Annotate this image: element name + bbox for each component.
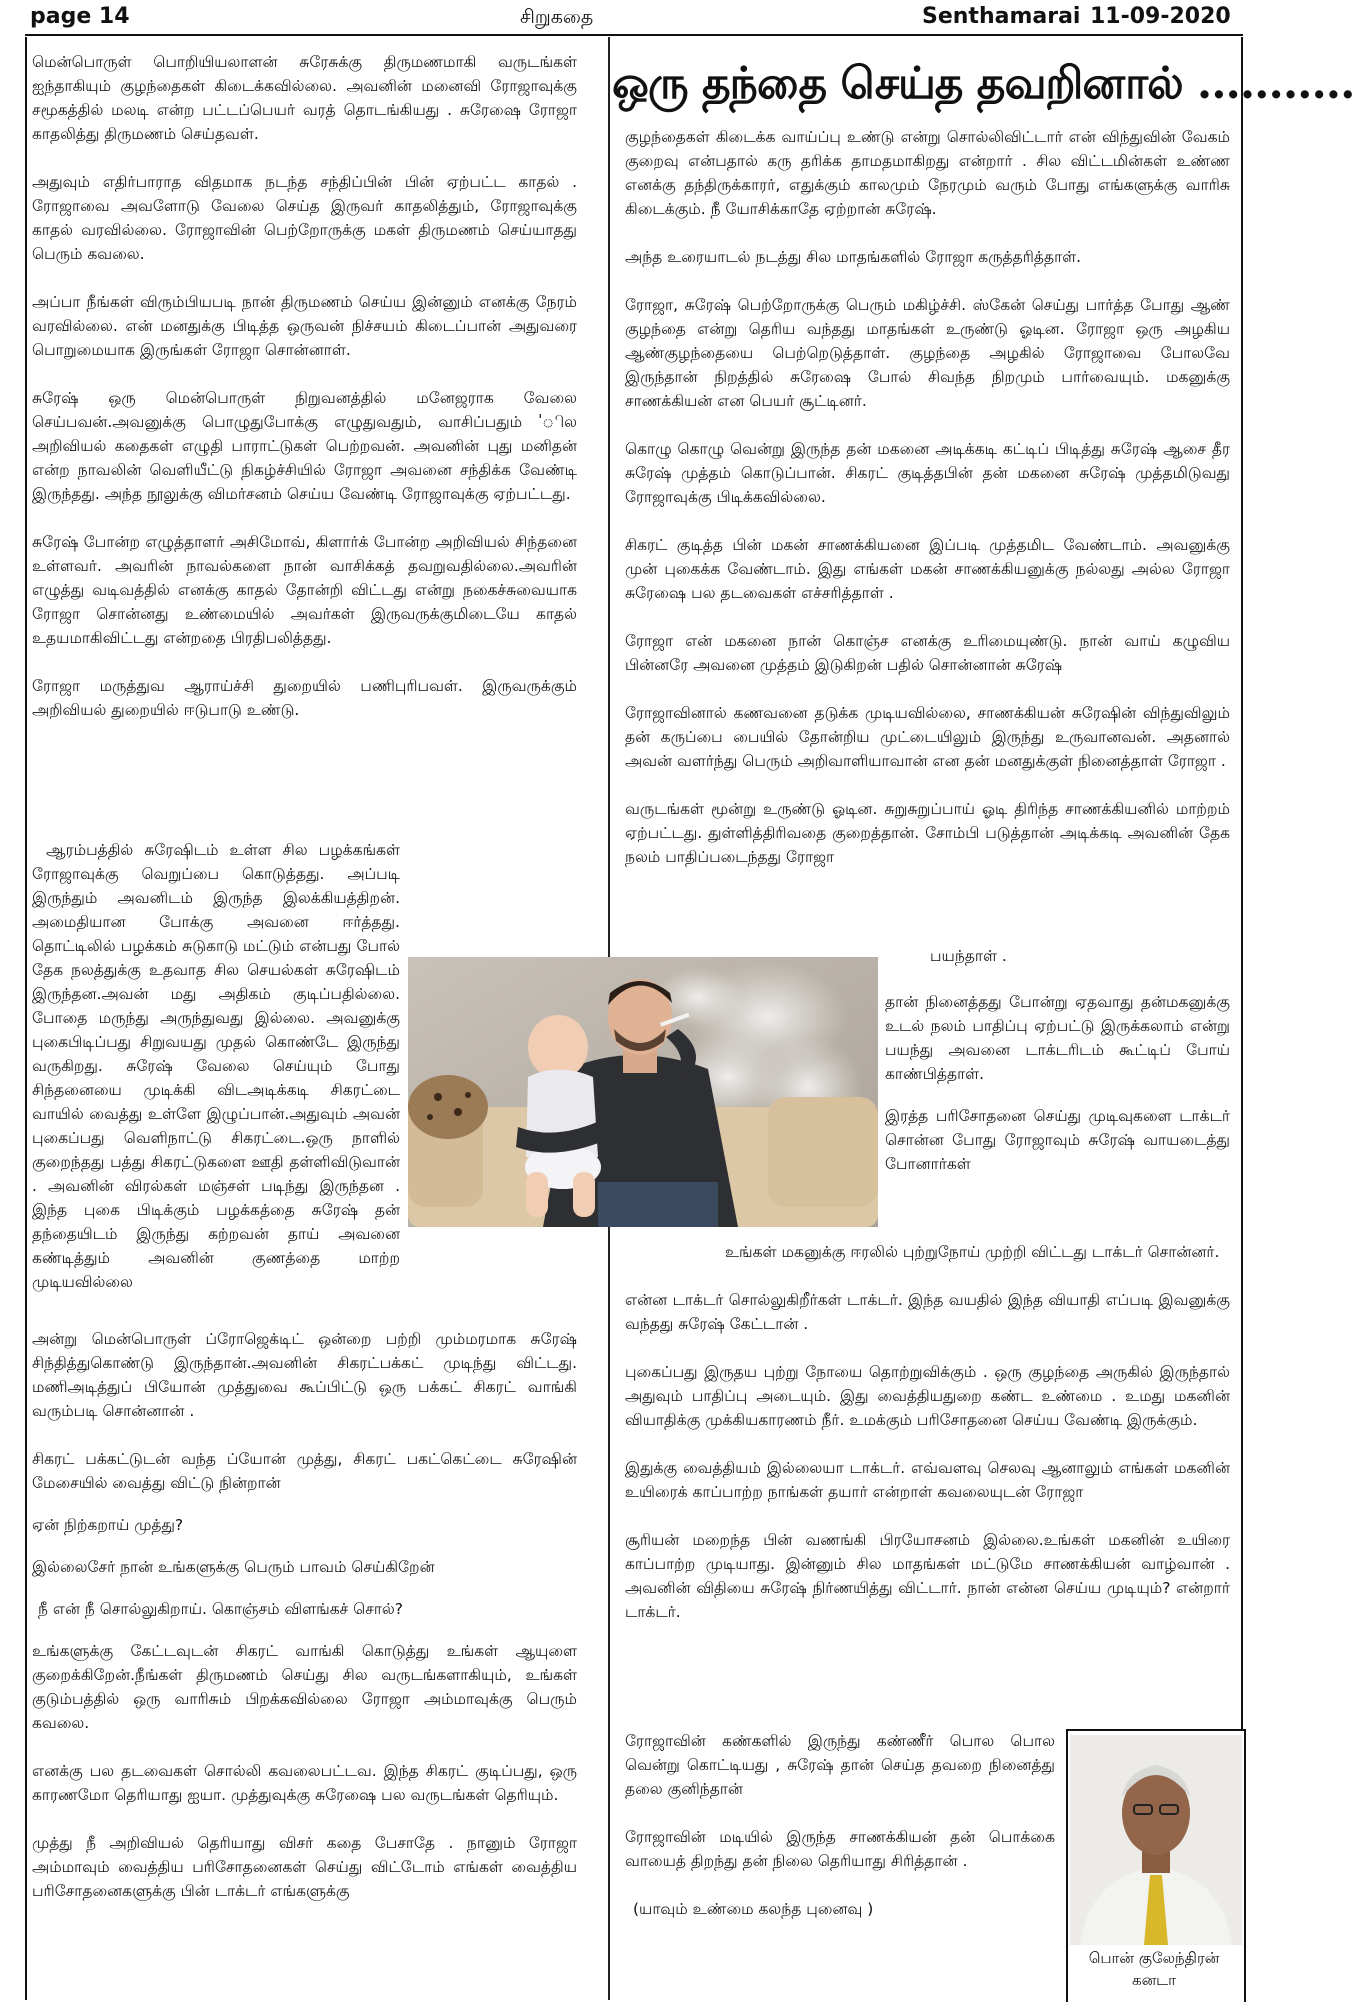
- paragraph: சூரியன் மறைந்த பின் வணங்கி பிரயோசனம் இல்லை.உங்கள் மகனின் உயிரை காப்பாற்ற முடியாது. இன்னும் சில மாதங்கள் மட்டுமே சாணக்கியன் வாழ்வான் . அவனின் விதியை சுரேஷ் நிர்ணயித்து விட்டார். நான் என்ன செய்ய முடியும்? என்றார் டாக்டர்.: [625, 1531, 1230, 1621]
- paragraph: மென்பொருள் பொறியியலாளன் சுரேசுக்கு திருமணமாகி வருடங்கள் ஐந்தாகியும் குழந்தைகள் கிடைக்கவில்லை. அவனின் மனைவி ரோஜாவுக்கு சமூகத்தில் மலடி என்ற பட்டப்பெயர் வரத் தொடங்கியது . சுரேஷை ரோஜா காதலித்து திருமணம் செய்தவள்.: [32, 53, 577, 143]
- paragraph: கொழு கொழு வென்று இருந்த தன் மகனை அடிக்கடி கட்டிப் பிடித்து சுரேஷ் ஆசை தீர சுரேஷ் முத்தம் கொடுப்பான். சிகரட் குடித்தபின் தன் மகனை சுரேஷ் முத்தமிடுவது ரோஜாவுக்கு பிடிக்கவில்லை.: [625, 440, 1230, 506]
- paragraph: இதுக்கு வைத்தியம் இல்லையா டாக்டர். எவ்வளவு செலவு ஆனாலும் எங்கள் மகனின் உயிரைக் காப்பாற்ற நாங்கள் தயார் என்றாள் கவலையுடன் ரோஜா: [625, 1459, 1230, 1501]
- left-column-bottom: [32, 1327, 577, 1927]
- author-credit: [1066, 1947, 1242, 1991]
- left-column-top: [32, 50, 577, 746]
- paragraph: அதுவும் எதிர்பாராத விதமாக நடந்த சந்திப்பின் பின் ஏற்பட்ட காதல் . ரோஜாவை அவளோடு வேலை செய்த இருவர் காதலித்தும், ரோஜாவுக்கு காதல் வரவில்லை. ரோஜாவின் பெற்றோருக்கு மகள் திருமணம் செய்யாதது பெரும் கவலை.: [32, 173, 577, 263]
- paragraph: உங்கள் மகனுக்கு ஈரலில் புற்றுநோய் முற்றி விட்டது டாக்டர் சொன்னர்.: [725, 1243, 1220, 1261]
- paragraph: ரோஜாவினால் கணவனை தடுக்க முடியவில்லை, சாணக்கியன் சுரேஷின் விந்துவிலும் தன் கருப்பை பையில் தோன்றிய முட்டையிலும் இருந்து உருவானவன். அதனால் அவன் வளர்ந்து பெரும் அறிவாளியாவான் என தன் மனதுக்குள் நினைத்தாள் ரோஜா .: [625, 704, 1230, 770]
- paragraph: தான் நினைத்தது போன்று ஏதவாது தன்மகனுக்கு உடல் நலம் பாதிப்பு ஏற்பட்டு இருக்கலாம் என்று பயந்து அவனை டாக்டரிடம் கூட்டிப் போய் காண்பித்தாள்.: [885, 993, 1230, 1083]
- paragraph: இரத்த பரிசோதனை செய்து முடிவுகளை டாக்டர் சொன்ன போது ரோஜாவும் சுரேஷ் வாயடைத்து போனார்கள்: [885, 1107, 1230, 1173]
- right-column-top: [625, 125, 1230, 869]
- frame-left: [25, 37, 27, 2000]
- paragraph: புகைப்பது இருதய புற்று நோயை தொற்றுவிக்கும் . ஒரு குழந்தை அருகில் இருந்தால் அதுவும் பாதிப்பு அடையும். இது வைத்தியதுறை கண்ட உண்மை . உமது மகனின் வியாதிக்கு முக்கியகாரணம் நீர். உமக்கும் பரிசோதனை செய்ய வேண்டி இருக்கும்.: [625, 1363, 1230, 1429]
- paragraph: ரோஜாவின் மடியில் இருந்த சாணக்கியன் தன் பொக்கை வாயைத் திறந்து தன் நிலை தெரியாது சிரித்தான் .: [625, 1828, 1055, 1870]
- paragraph: அப்பா நீங்கள் விரும்பியபடி நான் திருமணம் செய்ய இன்னும் எனக்கு நேரம் வரவில்லை. என் மனதுக்கு பிடித்த ஒருவன் நிச்சயம் கிடைப்பான் அதுவரை பொறுமையாக இருங்கள் ரோஜா சொன்னாள்.: [32, 293, 577, 359]
- paragraph: சிகரட் குடித்த பின் மகன் சாணக்கியனை இப்படி முத்தமிட வேண்டாம். அவனுக்கு முன் புகைக்க வேண்டாம். இது எங்கள் மகன் சாணக்கியனுக்கு நல்லது அல்ல ரோஜா சுரேஷை பல தடவைகள் எச்சரித்தாள் .: [625, 536, 1230, 602]
- dialogue-line: ஏன் நிற்கறாய் முத்து?: [32, 1516, 184, 1534]
- paragraph: ரோஜாவின் கண்களில் இருந்து கண்ணீர் பொல பொல வென்று கொட்டியது , சுரேஷ் தான் செய்த தவறை நினைத்து தலை குனிந்தான்: [625, 1732, 1055, 1798]
- paragraph: ஆரம்பத்தில் சுரேஷிடம் உள்ள சில பழக்கங்கள் ரோஜாவுக்கு வெறுப்பை கொடுத்தது. அப்படி இருந்தும் அவனிடம் இருந்த இலக்கியத்திறன். அமைதியான போக்கு அவனை ஈர்த்தது. தொட்டிலில் பழக்கம் சுடுகாடு மட்டும் என்பது போல் தேக நலத்துக்கு உதவாத சில செயல்கள் சுரேஷிடம் இருந்தன.அவன் மது அதிகம் குடிப்பதில்லை. போதை மருந்து அருந்துவது இல்லை. அவனுக்கு புகைபிடிப்பது சிறுவயது முதல் கொண்டே இருந்து வருகிறது. சுரேஷ் வேலை செய்யும் போது சிந்தனையை முடிக்கி விடஅடிக்கடி சிகரட்டை வாயில் வைத்து உள்ளே இழுப்பான்.அதுவும் அவன் புகைப்பது வெளிநாட்டு சிகரட்டை.ஒரு நாளில் குறைந்தது பத்து சிகரட்டுகளை ஊதி தள்ளிவிடுவான் . அவனின் விரல்கள் மஞ்சள் படிந்து இருந்தன . இந்த புகை பிடிக்கும் பழக்கத்தை சுரேஷ் தன் தந்தையிடம் இருந்து கற்றவன் தாய் அவனை கண்டித்தும் அவனின் குணத்தை மாற்ற முடியவில்லை: [32, 841, 400, 1291]
- paragraph: ரோஜா மருத்துவ ஆராய்ச்சி துறையில் பணிபுரிபவள். இருவருக்கும் அறிவியல் துறையில் ஈடுபாடு உண்டு.: [32, 677, 577, 719]
- author-name: பொன் குலேந்திரன்: [1088, 1949, 1220, 1967]
- author-portrait: [1070, 1735, 1242, 1945]
- paragraph: அன்று மென்பொருள் ப்ரோஜெக்டிட் ஒன்றை பற்றி மும்மரமாக சுரேஷ் சிந்தித்துகொண்டு இருந்தான்.அவனின் சிகரட்பக்கட் முடிந்து விட்டது. மணிஅடித்துப் பியோன் முத்துவை கூப்பிட்டு ஒரு பக்கட் சிகரட் வாங்கி வரும்படி சொன்னான் .: [32, 1330, 577, 1420]
- paragraph: வருடங்கள் மூன்று உருண்டு ஓடின. சுறுசுறுப்பாய் ஓடி திரிந்த சாணக்கியனில் மாற்றம் ஏற்பட்டது. துள்ளித்திரிவதை குறைத்தான். சோம்பி படுத்தான் அடிக்கடி அவனின் தேக நலம் பாதிப்படைந்தது ரோஜா: [625, 800, 1230, 866]
- publication-name: Senthamarai: [922, 4, 1081, 29]
- header-rule: [25, 34, 1243, 36]
- right-column-end: [625, 1729, 1055, 1945]
- story-photo: [408, 957, 878, 1227]
- paragraph: உங்களுக்கு கேட்டவுடன் சிகரட் வாங்கி கொடுத்து உங்கள் ஆயுளை குறைக்கிறேன்.நீங்கள் திருமணம் செய்து சில வருடங்களாகியும், உங்கள் குடும்பத்தில் ஒரு வாரிசும் பிறக்கவில்லை ரோஜா அம்மாவுக்கு பெரும் கவலை.: [32, 1642, 577, 1732]
- paragraph: சுரேஷ் ஒரு மென்பொருள் நிறுவனத்தில் மனேஜராக வேலை செய்பவன்.அவனுக்கு பொழுதுபோக்கு எழுதுவதும், வாசிப்பதும் 'ில அறிவியல் கதைகள் எழுதி பாராட்டுகள் பெற்றவன். அவனின் புது மனிதன் என்ற நாவலின் வெளியீட்டு நிகழ்ச்சியில் ரோஜா அவனை சந்திக்க வேண்டி இருந்தது. அந்த நூலுக்கு விமர்சனம் செய்ய வேண்டி ரோஜாவுக்கு ஏற்பட்டது.: [32, 389, 577, 503]
- father-baby-smoking-illustration: [408, 957, 878, 1227]
- paragraph: சுரேஷ் போன்ற எழுத்தாளர் அசிமோவ், கிளார்க் போன்ற அறிவியல் சிந்தனை உள்ளவர். அவரின் நாவல்களை நான் வாசிக்கத் தவறுவதில்லை.அவரின் எழுத்து வடிவத்தில் எனக்கு காதல் தோன்றி விட்டது என்று நகைச்சுவையாக ரோஜா சொன்னது உண்மையில் அவர்கள் இருவருக்குமிடையே காதல் உதயமாகிவிட்டது என்றதை பிரதிபலித்தது.: [32, 533, 577, 647]
- dialogue-line: இல்லைசேர் நான் உங்களுக்கு பெரும் பாவம் செய்கிறேன்: [32, 1558, 435, 1576]
- paragraph: குழந்தைகள் கிடைக்க வாய்ப்பு உண்டு என்று சொல்லிவிட்டார் என் விந்துவின் வேகம் குறைவு என்பதால் கரு தரிக்க தாமதமாகிறது என்றார் . சில விட்டமின்கள் உண்ண எனக்கு தந்திருக்காரர், எதுக்கும் காலமும் நேரமும் வரும் போது எங்களுக்கு வாரிசு கிடைக்கும். நீ யோசிக்காதே ஏற்றான் சுரேஷ்.: [625, 128, 1230, 218]
- right-column-bottom: [625, 1240, 1230, 1648]
- dialogue-line: நீ என் நீ சொல்லுகிறாய். கொஞ்சம் விளங்கச் சொல்?: [38, 1600, 404, 1618]
- issue-date: 11-09-2020: [1090, 4, 1231, 29]
- frame-right: [1241, 37, 1243, 2000]
- section-label: சிறுகதை: [520, 6, 594, 28]
- paragraph: அந்த உரையாடல் நடத்து சில மாதங்களில் ரோஜா கருத்தரித்தாள்.: [625, 248, 1082, 266]
- paragraph: என்ன டாக்டர் சொல்லுகிறீர்கள் டாக்டர். இந்த வயதில் இந்த வியாதி எப்படி இவனுக்கு வந்தது சுரேஷ் கேட்டான் .: [625, 1291, 1230, 1333]
- author-place: கனடா: [1132, 1971, 1176, 1989]
- wrap-fragment: பயந்தாள் .: [930, 947, 1007, 965]
- paragraph: ரோஜா, சுரேஷ் பெற்றோருக்கு பெரும் மகிழ்ச்சி. ஸ்கேன் செய்து பார்த்த போது ஆண் குழந்தை என்று தெரிய வந்தது மாதங்கள் உருண்டு ஓடின. ரோஜா ஒரு அழகிய ஆண்குழந்தையை பெற்றெடுத்தாள். குழந்தை அழகில் ரோஜாவை போலவே இருந்தான் நிறத்தில் சுரேஷை போல் சிவந்த நிறமும் பார்வையும். மகனுக்கு சாணக்கியன் என பெயர் சூட்டினர்.: [625, 296, 1230, 410]
- paragraph: சிகரட் பக்கட்டுடன் வந்த ப்யோன் முத்து, சிகரட் பகட்கெட்டை சுரேஷின் மேசையில் வைத்து விட்டு நின்றான்: [32, 1450, 577, 1492]
- page-number: page 14: [30, 4, 130, 29]
- paragraph: முத்து நீ அறிவியல் தெரியாது விசர் கதை பேசாதே . நானும் ரோஜா அம்மாவும் வைத்திய பரிசோதனைகள் செய்து விட்டோம் எங்கள் வைத்திய பரிசோதனைகளுக்கு பின் டாக்டர் எங்களுக்கு: [32, 1834, 577, 1900]
- paragraph: எனக்கு பல தடவைகள் சொல்லி கவலைபட்டவ. இந்த சிகரட் குடிப்பது, ஒரு காரணமோ தெரியாது ஐயா. முத்துவுக்கு சுரேஷை பல வருடங்கள் தெரியும்.: [32, 1762, 577, 1804]
- left-column-wrap: [32, 838, 400, 1318]
- paragraph: ரோஜா என் மகனை நான் கொஞ்ச எனக்கு உரிமையுண்டு. நான் வாய் கழுவிய பின்னரே அவனை முத்தம் இடுகிறன் பதில் சொன்னான் சுரேஷ்: [625, 632, 1230, 674]
- story-title: ஒரு தந்தை செய்த தவறினால் ...........: [612, 58, 1354, 109]
- disclaimer: (யாவும் உண்மை கலந்த புனைவு ): [633, 1900, 874, 1918]
- page-header: [0, 0, 1250, 34]
